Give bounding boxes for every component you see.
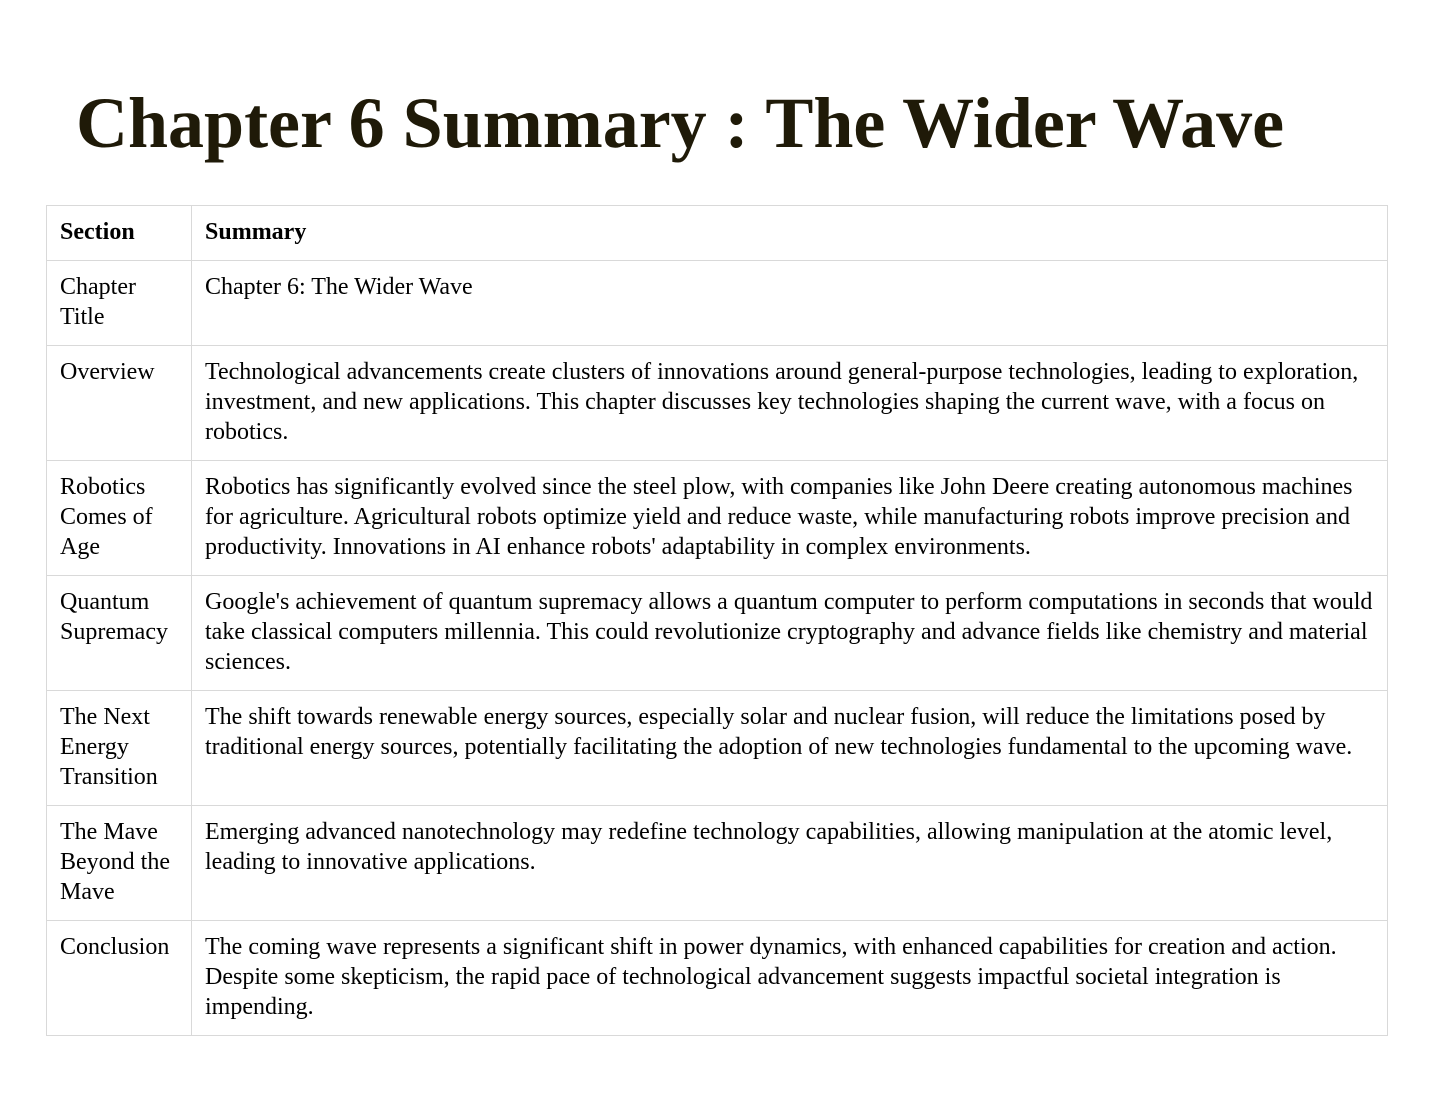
table-row — [47, 461, 1388, 576]
row-summary-cell: Emerging advanced nanotechnology may redefine technology capabilities, allowing manipulation at the atomic level, leading to innovative applications. — [192, 806, 1388, 921]
table-row — [47, 806, 1388, 921]
page-title: Chapter 6 Summary : The Wider Wave — [76, 83, 1285, 163]
row-section-cell: The Next Energy Transition — [47, 691, 192, 806]
row-summary-cell: The coming wave represents a significant shift in power dynamics, with enhanced capabilities for creation and action. Despite some skepticism, the rapid pace of technological advancement suggests impactful societal integration is impending. — [192, 921, 1388, 1036]
row-summary-cell: The shift towards renewable energy sources, especially solar and nuclear fusion, will reduce the limitations posed by traditional energy sources, potentially facilitating the adoption of new technologies fundamental to the upcoming wave. — [192, 691, 1388, 806]
row-section-cell: Overview — [47, 346, 192, 461]
row-summary-cell: Chapter 6: The Wider Wave — [192, 261, 1388, 346]
row-summary-cell: Technological advancements create clusters of innovations around general-purpose technologies, leading to exploration, investment, and new applications. This chapter discusses key technologies shaping the current wave, with a focus on robotics. — [192, 346, 1388, 461]
table-row — [47, 921, 1388, 1036]
header-summary: Summary — [192, 206, 1388, 261]
row-section-cell: Conclusion — [47, 921, 192, 1036]
row-summary-cell: Google's achievement of quantum supremacy allows a quantum computer to perform computations in seconds that would take classical computers millennia. This could revolutionize cryptography and advance fields like chemistry and material sciences. — [192, 576, 1388, 691]
table-row — [47, 691, 1388, 806]
table-row — [47, 346, 1388, 461]
row-section-cell: Robotics Comes of Age — [47, 461, 192, 576]
row-summary-cell: Robotics has significantly evolved since the steel plow, with companies like John Deere creating autonomous machines for agriculture. Agricultural robots optimize yield and reduce waste, while manufacturing robots improve precision and productivity. Innovations in AI enhance robots' adaptability in complex environments. — [192, 461, 1388, 576]
header-section: Section — [47, 206, 192, 261]
table-header-row — [47, 206, 1388, 261]
summary-table — [46, 205, 1388, 1036]
row-section-cell: The Mave Beyond the Mave — [47, 806, 192, 921]
row-section-cell: Quantum Supremacy — [47, 576, 192, 691]
table-row — [47, 576, 1388, 691]
row-section-cell: Chapter Title — [47, 261, 192, 346]
table-row — [47, 261, 1388, 346]
